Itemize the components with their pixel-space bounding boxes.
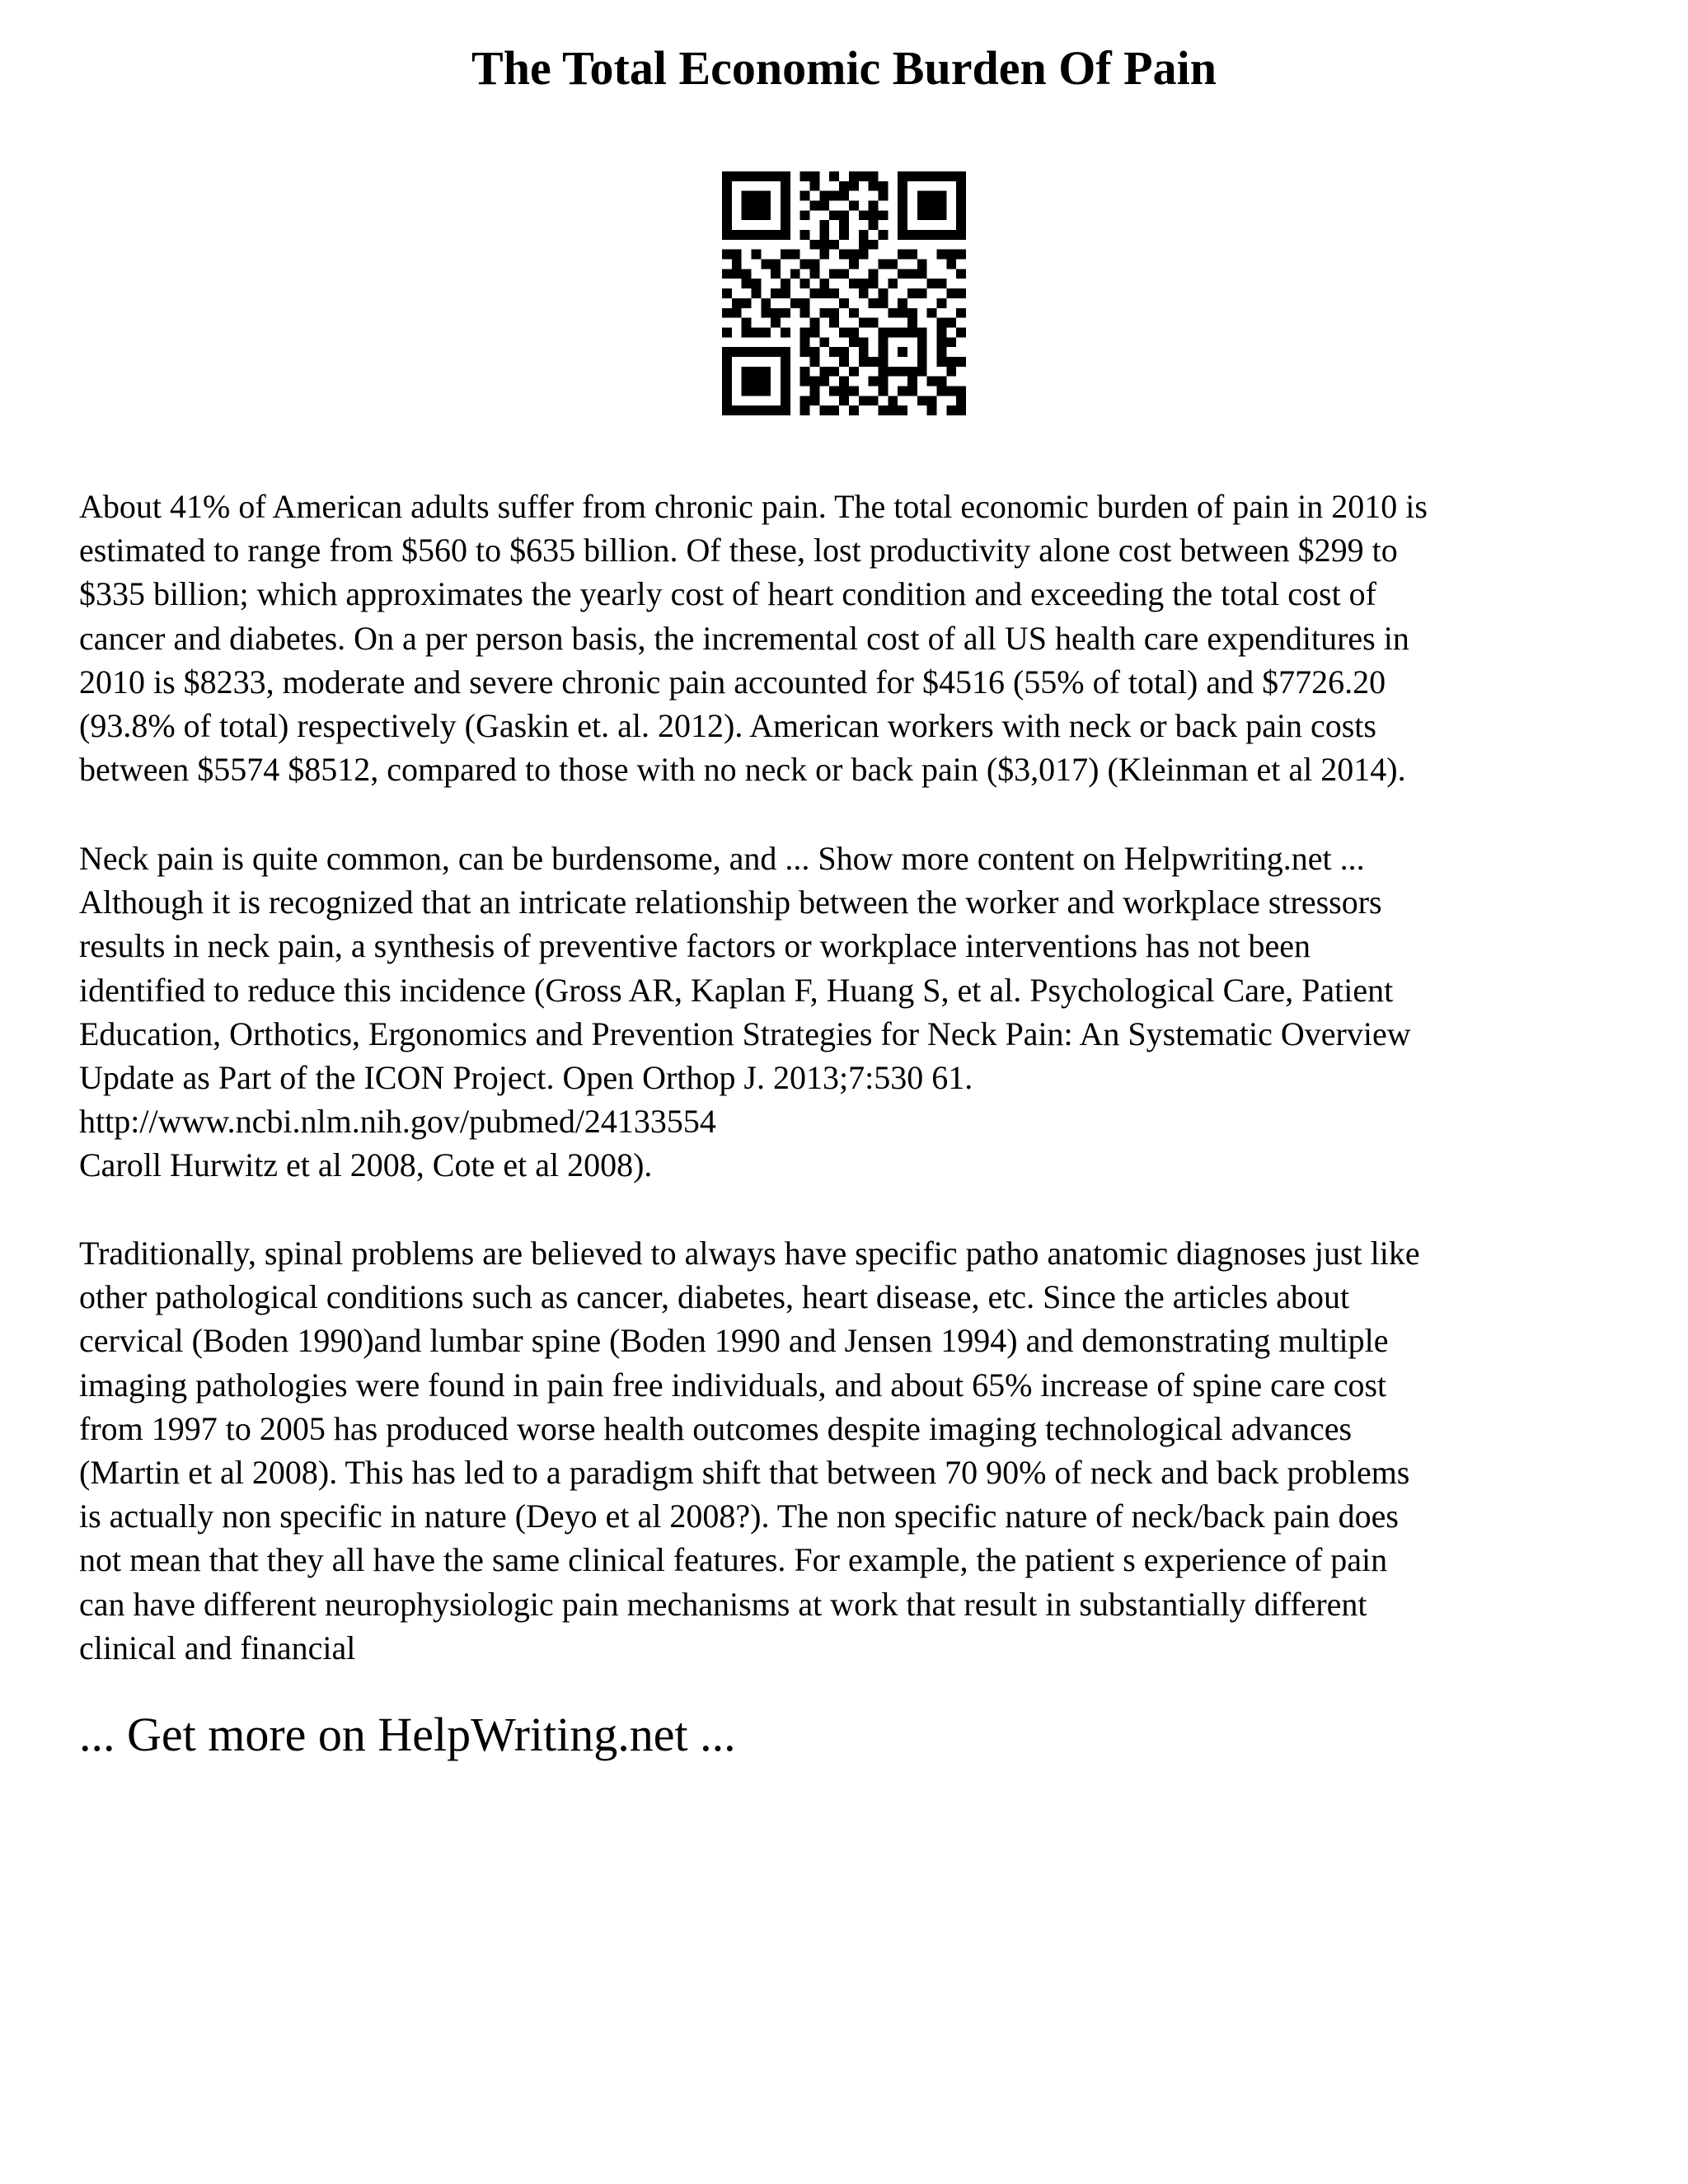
text-line: $335 billion; which approximates the yearly cost of heart condition and exceeding the total cost of [79, 575, 1377, 613]
text-line: identified to reduce this incidence (Gross AR, Kaplan F, Huang S, et al. Psychological Care, Patient [79, 971, 1394, 1009]
text-line: from 1997 to 2005 has produced worse health outcomes despite imaging technological advances [79, 1409, 1353, 1447]
text-line: Education, Orthotics, Ergonomics and Prevention Strategies for Neck Pain: An Systematic Overview [79, 1015, 1411, 1052]
text-line: results in neck pain, a synthesis of preventive factors or workplace interventions has not been [79, 927, 1311, 965]
reference-url[interactable]: http://www.ncbi.nlm.nih.gov/pubmed/24133554 [79, 1103, 716, 1141]
paragraph-neck-pain [79, 837, 1629, 1188]
text-line: About 41% of American adults suffer from chronic pain. The total economic burden of pain in 2010 is [79, 488, 1428, 525]
text-line: (Martin et al 2008). This has led to a paradigm shift that between 70 90% of neck and back problems [79, 1454, 1410, 1492]
text-line: cancer and diabetes. On a per person basis, the incremental cost of all US health care expenditures in [79, 619, 1409, 657]
text-line: Neck pain is quite common, can be burdensome, and ... Show more content on Helpwriting.net ... [79, 840, 1365, 877]
text-line: (93.8% of total) respectively (Gaskin et. al. 2012). American workers with neck or back pain costs [79, 707, 1376, 745]
text-line: Update as Part of the ICON Project. Open Orthop J. 2013;7:530 61. [79, 1059, 973, 1097]
text-line: cervical (Boden 1990)and lumbar spine (Boden 1990 and Jensen 1994) and demonstrating multiple [79, 1322, 1389, 1360]
text-line: between $5574 $8512, compared to those with no neck or back pain ($3,017) (Kleinman et al 2014). [79, 751, 1406, 789]
text-line: not mean that they all have the same clinical features. For example, the patient s experience of pain [79, 1541, 1388, 1579]
text-line: can have different neurophysiologic pain mechanisms at work that result in substantially different [79, 1585, 1367, 1623]
paragraph-spinal-problems [79, 1231, 1629, 1670]
text-line: other pathological conditions such as cancer, diabetes, heart disease, etc. Since the articles about [79, 1278, 1350, 1316]
text-line: imaging pathologies were found in pain free individuals, and about 65% increase of spine care cost [79, 1366, 1387, 1404]
text-line: Caroll Hurwitz et al 2008, Cote et al 2008). [79, 1146, 653, 1184]
document-title: The Total Economic Burden Of Pain [471, 41, 1217, 95]
text-line: 2010 is $8233, moderate and severe chronic pain accounted for $4516 (55% of total) and $7726.20 [79, 663, 1386, 701]
text-line: estimated to range from $560 to $635 billion. Of these, lost productivity alone cost between $299 to [79, 532, 1398, 569]
text-line: is actually non specific in nature (Deyo et al 2008?). The non specific nature of neck/back pain does [79, 1497, 1399, 1535]
text-line: Traditionally, spinal problems are believed to always have specific patho anatomic diagnoses just like [79, 1235, 1420, 1272]
qr-code-icon [722, 171, 966, 415]
text-line: Although it is recognized that an intricate relationship between the worker and workplace stressors [79, 883, 1382, 921]
text-line: clinical and financial [79, 1629, 356, 1666]
get-more-link[interactable]: ... Get more on HelpWriting.net ... [79, 1708, 736, 1761]
paragraph-economic-burden [79, 485, 1629, 791]
